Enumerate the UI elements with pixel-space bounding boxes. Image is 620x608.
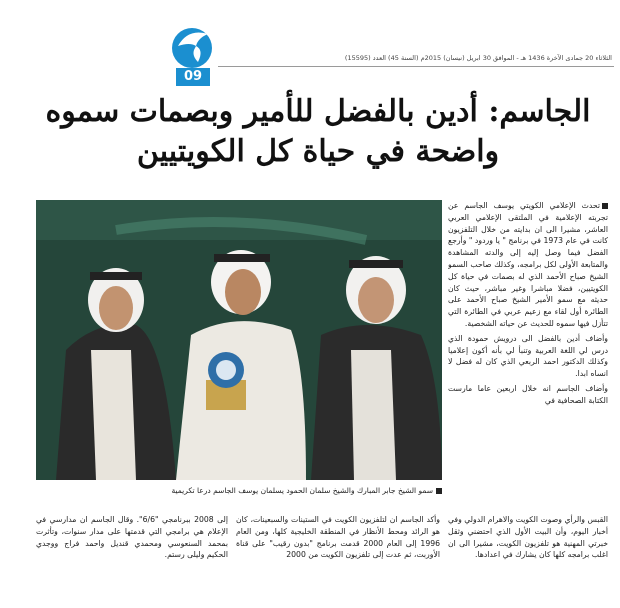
paragraph-bullet-icon — [602, 203, 608, 209]
paragraph-text: تحدث الإعلامي الكويتي يوسف الجاسم عن تجربته الإعلامية في الملتقى الإعلامي العربي العاشر، مشيرا الى ان بدايته من خلال التلفزيون كانت في عام 1973 في برنامج " يا وردود " وأرجع الفضل فيما وصل إليه إلى والدته المشاهدة والمتابعة الأولى لكل برامجه، وكذلك صاحب السمو الشيخ صباح الأحمد الذي له بصمات في حياة كل الكويتيين، فضلا مباشرا وغير مباشر، حيث كان حديثه مع سمو الأمير الشيخ صباح الأحمد على الطائرة أول لقاء مع زعيم عربي في الطائرة التي تتأزل فيها سموه للحديث عن حياته الشخصية. — [448, 201, 608, 328]
headline — [40, 92, 596, 172]
page-number: 09 — [176, 68, 210, 86]
paragraph: وأضاف الجاسم انه خلال اربعين عاما مارست الكتابة الصحافية في — [448, 383, 608, 405]
newspaper-logo-icon — [168, 22, 218, 72]
paragraph — [448, 200, 608, 330]
photo-caption — [36, 484, 442, 498]
award-photo — [36, 200, 442, 480]
headline-line-2: واضحة في حياة كل الكويتيين — [136, 134, 500, 169]
caption-bullet-icon — [436, 488, 442, 494]
article-column-bottom-left: إلى 2008 ببرنامجي "6/6". وقال الجاسم ان مدارسي في الإعلام هي برامجي التي قدمتها على مدار سنوات، وتأثرت بمحمد السنعوسي ومحمدي قنديل واحمد فراج ووجدي الحكيم وليلى رستم. — [36, 515, 228, 560]
headline-line-1: الجاسم: أدين بالفضل للأمير وبصمات سموه — [45, 94, 591, 129]
header-rule — [218, 66, 614, 67]
dateline: الثلاثاء 20 جمادى الآخرة 1436 هـ - الموافق 30 ابريل (نيسان) 2015م (السنة 45) العدد (15595) — [344, 54, 612, 62]
caption-text: سمو الشيخ جابر المبارك والشيخ سلمان الحمود يسلمان يوسف الجاسم درعا تكريمية — [171, 486, 433, 495]
paragraph: وأضاف أدين بالفضل الى درويش حمودة الذي درس لي اللغة العربية وتنبأ لي بأنه أكون إعلاميا وكذلك الدكتور احمد الربعي الذي كان له فضل لا انساه ابدا. — [448, 333, 608, 379]
article-column-bottom-middle: وأكد الجاسم ان لتلفزيون الكويت في الستينات والسبعينات، كان هو الرائد ومحط الأنظار في المنطقة الخليجية كلها، ومن العام 1996 إلى العام 2000 قدمت برنامج "بدون رقيب" على قناة الأوربت، ثم عدت إلى تلفزيون الكويت من 2000 — [236, 515, 440, 560]
article-column-right — [448, 200, 608, 506]
article-column-bottom-right: القبس والرأي وصوت الكويت والاهرام الدولي وفي أخبار اليوم، وأن البيت الأول الذي احتضني وثقل خبرتي المهنية هو تلفزيون الكويت، مشيرا الى ان اغلب برامجه كلها كان يشارك في اعدادها. — [448, 515, 608, 560]
